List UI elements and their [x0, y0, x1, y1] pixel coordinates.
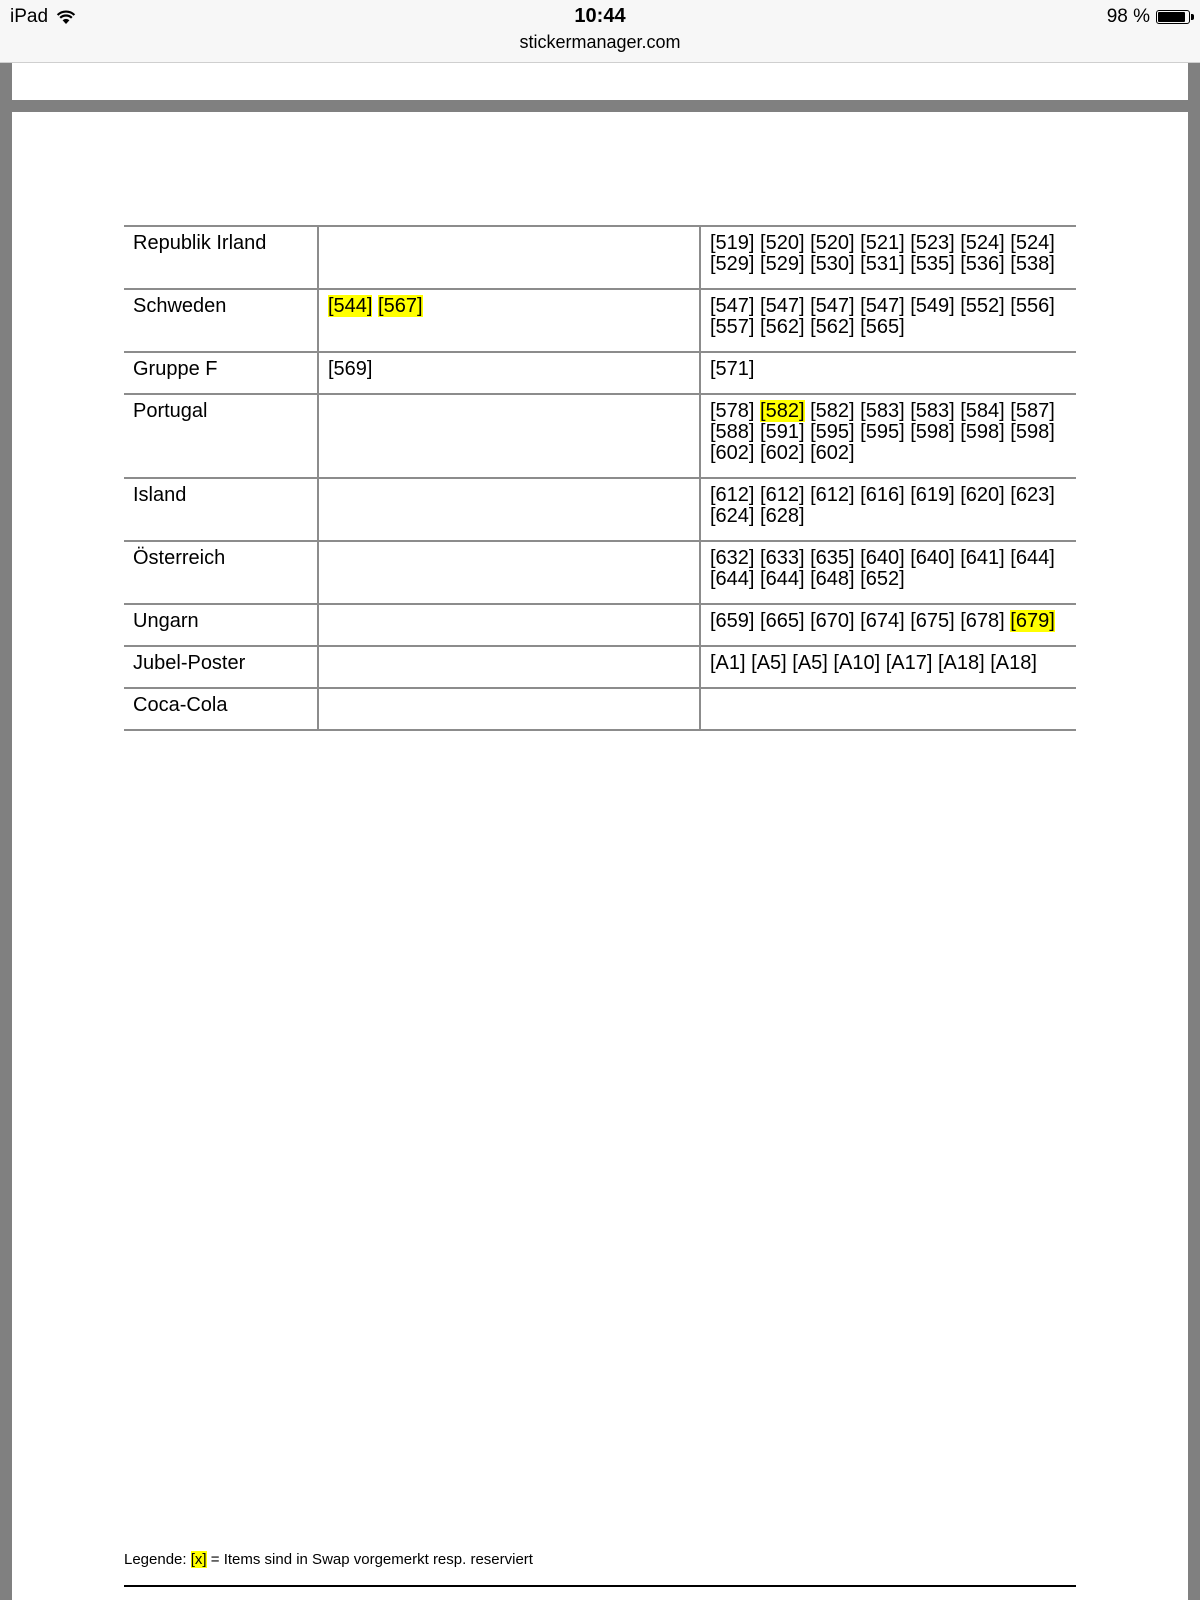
duplicate-stickers-cell [700, 226, 1076, 289]
sticker-number: [582] [810, 400, 855, 422]
sticker-number: [628] [760, 505, 805, 527]
sticker-number: [556] [1010, 295, 1055, 317]
sticker-number: [583] [910, 400, 955, 422]
sticker-number: [521] [860, 232, 905, 254]
sticker-number: [A10] [833, 652, 881, 674]
duplicate-stickers-cell [700, 541, 1076, 604]
sticker-number: [523] [910, 232, 955, 254]
sticker-number: [665] [760, 610, 805, 632]
sticker-number: [547] [860, 295, 905, 317]
sticker-number: [588] [710, 421, 755, 443]
sticker-number: [547] [710, 295, 755, 317]
team-name: Jubel-Poster [124, 646, 318, 688]
sticker-number: [612] [760, 484, 805, 506]
sticker-number: [529] [710, 253, 755, 275]
missing-stickers-cell [318, 226, 700, 289]
sticker-number: [591] [760, 421, 805, 443]
sticker-number: [552] [960, 295, 1005, 317]
sticker-number: [623] [1010, 484, 1055, 506]
sticker-number: [578] [710, 400, 755, 422]
missing-stickers-cell [318, 604, 700, 646]
sticker-number: [565] [860, 316, 905, 338]
sticker-number: [538] [1010, 253, 1055, 275]
status-time: 10:44 [574, 5, 626, 27]
sticker-number: [A5] [751, 652, 787, 674]
sticker-number: [632] [710, 547, 755, 569]
legend-marker: [x] [190, 1551, 207, 1568]
sticker-number: [595] [810, 421, 855, 443]
sticker-number: [583] [860, 400, 905, 422]
missing-stickers-cell [318, 688, 700, 730]
table-row [124, 289, 1076, 352]
team-name: Island [124, 478, 318, 541]
missing-stickers-cell [318, 646, 700, 688]
sticker-number: [598] [1010, 421, 1055, 443]
sticker-number: [598] [960, 421, 1005, 443]
footer-divider [124, 1585, 1076, 1587]
status-right [1107, 6, 1190, 28]
sticker-number: [A5] [792, 652, 828, 674]
sticker-number: [678] [960, 610, 1005, 632]
sticker-number: [A17] [885, 652, 933, 674]
sticker-number: [A18] [937, 652, 985, 674]
sticker-number: [569] [328, 358, 373, 380]
sticker-number: [562] [760, 316, 805, 338]
sticker-number: [A18] [990, 652, 1037, 674]
sticker-number: [595] [860, 421, 905, 443]
sticker-number: [562] [810, 316, 855, 338]
table-row [124, 541, 1076, 604]
sticker-number: [571] [710, 358, 755, 380]
table-row [124, 646, 1076, 688]
sticker-number: [602] [810, 442, 855, 464]
missing-stickers-cell [318, 478, 700, 541]
sticker-number: [587] [1010, 400, 1055, 422]
team-name: Österreich [124, 541, 318, 604]
sticker-number: [619] [910, 484, 955, 506]
sticker-number: [602] [710, 442, 755, 464]
sticker-number: [624] [710, 505, 755, 527]
sticker-number: [644] [760, 568, 805, 590]
sticker-number: [612] [810, 484, 855, 506]
duplicate-stickers-cell [700, 394, 1076, 478]
sticker-number: [529] [760, 253, 805, 275]
table-row [124, 352, 1076, 394]
sticker-number: [633] [760, 547, 805, 569]
sticker-number: [520] [810, 232, 855, 254]
sticker-number: [659] [710, 610, 755, 632]
sticker-number: [535] [910, 253, 955, 275]
sticker-number: [549] [910, 295, 955, 317]
missing-stickers-cell [318, 394, 700, 478]
sticker-number: [640] [860, 547, 905, 569]
sticker-number: [674] [860, 610, 905, 632]
missing-stickers-cell [318, 352, 700, 394]
sticker-number: [524] [960, 232, 1005, 254]
duplicate-stickers-cell [700, 478, 1076, 541]
sticker-number: [547] [760, 295, 805, 317]
sticker-number: [620] [960, 484, 1005, 506]
sticker-number: [530] [810, 253, 855, 275]
sticker-number: [644] [710, 568, 755, 590]
table-row [124, 394, 1076, 478]
sticker-number: [675] [910, 610, 955, 632]
sticker-number: [641] [960, 547, 1005, 569]
missing-stickers-cell [318, 541, 700, 604]
sticker-number: [520] [760, 232, 805, 254]
team-name: Coca-Cola [124, 688, 318, 730]
sticker-number: [557] [710, 316, 755, 338]
duplicate-stickers-cell [700, 604, 1076, 646]
sticker-number: [582] [760, 400, 805, 422]
sticker-number: [536] [960, 253, 1005, 275]
sticker-number: [652] [860, 568, 905, 590]
sticker-number: [519] [710, 232, 755, 254]
battery-percent: 98 % [1106, 6, 1150, 27]
sticker-number: [602] [760, 442, 805, 464]
sticker-number: [644] [1010, 547, 1055, 569]
previous-page [12, 63, 1188, 100]
sticker-number: [670] [810, 610, 855, 632]
battery-icon [1156, 10, 1190, 24]
sticker-table [124, 225, 1076, 731]
duplicate-stickers-cell [700, 289, 1076, 352]
sticker-number: [547] [810, 295, 855, 317]
legend-text: = Items sind in Swap vorgemerkt resp. reserviert [210, 1551, 533, 1568]
legend [124, 1551, 533, 1568]
duplicate-stickers-cell [700, 352, 1076, 394]
device-label: iPad [10, 6, 49, 27]
table-row [124, 604, 1076, 646]
duplicate-stickers-cell [700, 688, 1076, 730]
table-row [124, 688, 1076, 730]
team-name: Gruppe F [124, 352, 318, 394]
sticker-number: [584] [960, 400, 1005, 422]
team-name: Republik Irland [124, 226, 318, 289]
team-name: Schweden [124, 289, 318, 352]
table-row [124, 226, 1076, 289]
sticker-number: [A1] [710, 652, 746, 674]
sticker-number: [598] [910, 421, 955, 443]
table-row [124, 478, 1076, 541]
sticker-number: [531] [860, 253, 905, 275]
team-name: Portugal [124, 394, 318, 478]
address-bar[interactable]: stickermanager.com [519, 32, 681, 52]
sticker-number: [612] [710, 484, 755, 506]
sticker-number: [648] [810, 568, 855, 590]
document-page [12, 112, 1188, 1600]
sticker-number: [679] [1010, 610, 1055, 632]
sticker-number: [544] [328, 295, 373, 317]
missing-stickers-cell [318, 289, 700, 352]
team-name: Ungarn [124, 604, 318, 646]
duplicate-stickers-cell [700, 646, 1076, 688]
status-bar [0, 0, 1200, 63]
sticker-number: [635] [810, 547, 855, 569]
sticker-number: [524] [1010, 232, 1055, 254]
sticker-number: [616] [860, 484, 905, 506]
sticker-number: [567] [378, 295, 423, 317]
sticker-number: [640] [910, 547, 955, 569]
legend-prefix: Legende: [124, 1551, 187, 1568]
